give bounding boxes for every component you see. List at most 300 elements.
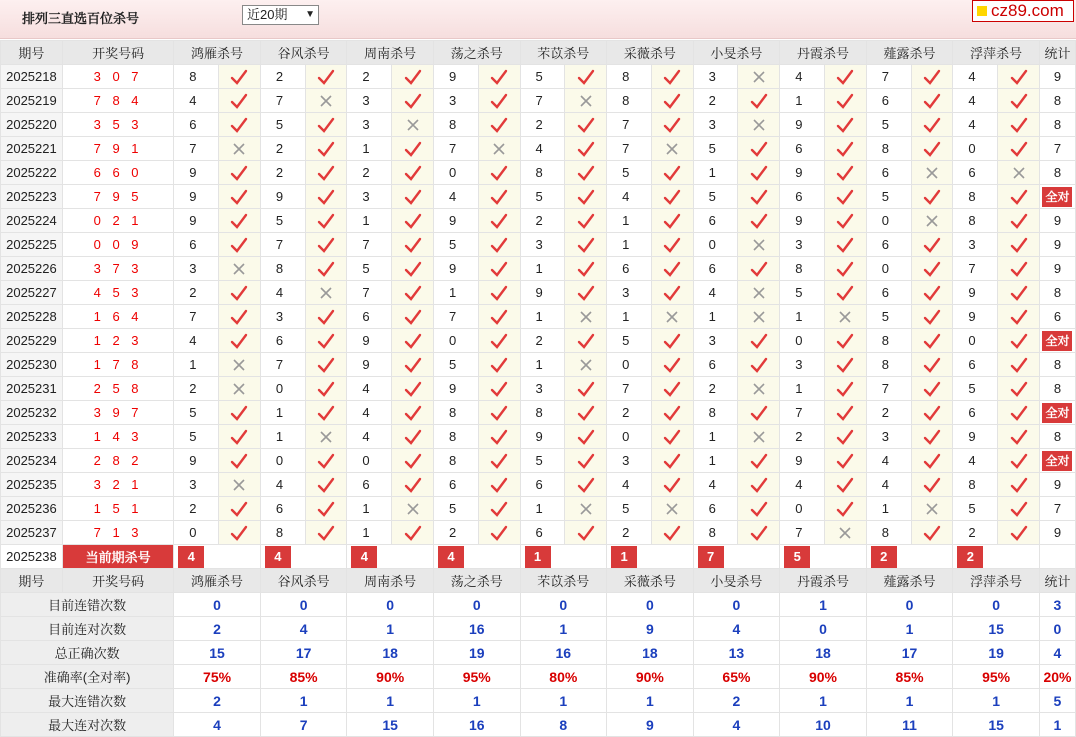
summary-value: 13 bbox=[693, 641, 780, 665]
check-icon bbox=[577, 453, 595, 469]
kill-number-cell: 8 bbox=[780, 257, 825, 281]
summary-row bbox=[1, 689, 1076, 713]
result-mark-cell bbox=[565, 257, 607, 281]
col-expert-header[interactable]: 浮萍杀号 bbox=[953, 41, 1040, 65]
result-mark-cell bbox=[305, 281, 347, 305]
check-icon bbox=[490, 501, 508, 517]
issue-cell: 2025230 bbox=[1, 353, 63, 377]
table-row bbox=[1, 233, 1076, 257]
check-icon bbox=[663, 477, 681, 493]
result-mark-cell bbox=[219, 377, 261, 401]
check-icon bbox=[404, 213, 422, 229]
check-icon bbox=[663, 189, 681, 205]
logo-square-icon bbox=[977, 6, 987, 16]
kill-number-cell: 4 bbox=[866, 449, 911, 473]
kill-number-cell: 4 bbox=[260, 281, 305, 305]
table-row bbox=[1, 497, 1076, 521]
current-stat-cell bbox=[1039, 545, 1075, 569]
cross-icon bbox=[752, 310, 766, 324]
summary-value: 1 bbox=[780, 593, 867, 617]
col-expert-header[interactable]: 鸿雁杀号 bbox=[174, 41, 261, 65]
kill-number-cell: 6 bbox=[260, 329, 305, 353]
kill-number-cell: 3 bbox=[953, 233, 998, 257]
kill-number-cell: 8 bbox=[607, 65, 652, 89]
result-mark-cell bbox=[825, 113, 867, 137]
kill-number-cell: 8 bbox=[866, 137, 911, 161]
kill-number-cell: 9 bbox=[174, 209, 219, 233]
result-mark-cell bbox=[738, 521, 780, 545]
col-stat-header: 统计 bbox=[1039, 569, 1075, 593]
col-expert-header[interactable]: 采薇杀号 bbox=[607, 41, 694, 65]
cross-icon bbox=[406, 502, 420, 516]
col-expert-header[interactable]: 荡之杀号 bbox=[433, 569, 520, 593]
kill-number-cell: 5 bbox=[866, 185, 911, 209]
kill-number-cell: 8 bbox=[866, 521, 911, 545]
kill-number-cell: 3 bbox=[520, 233, 565, 257]
check-icon bbox=[1010, 405, 1028, 421]
result-mark-cell bbox=[911, 353, 953, 377]
table-row bbox=[1, 257, 1076, 281]
check-icon bbox=[750, 261, 768, 277]
result-mark-cell bbox=[911, 377, 953, 401]
summary-value: 17 bbox=[260, 641, 347, 665]
result-mark-cell bbox=[478, 329, 520, 353]
stat-cell bbox=[1039, 65, 1075, 89]
check-icon bbox=[663, 261, 681, 277]
kill-number-cell: 0 bbox=[953, 137, 998, 161]
kill-number-cell: 7 bbox=[433, 305, 478, 329]
kill-number-cell: 0 bbox=[347, 449, 392, 473]
draw-number-cell: 3 7 3 bbox=[62, 257, 173, 281]
check-icon bbox=[230, 501, 248, 517]
current-pick-badge: 4 bbox=[265, 546, 291, 568]
kill-number-cell: 8 bbox=[433, 113, 478, 137]
kill-number-cell: 8 bbox=[520, 161, 565, 185]
summary-row bbox=[1, 641, 1076, 665]
col-expert-header[interactable]: 鸿雁杀号 bbox=[174, 569, 261, 593]
summary-value: 2 bbox=[174, 689, 261, 713]
result-mark-cell bbox=[911, 113, 953, 137]
kill-number-cell: 4 bbox=[520, 137, 565, 161]
result-mark-cell bbox=[911, 185, 953, 209]
summary-value: 1 bbox=[520, 617, 607, 641]
issue-cell: 2025220 bbox=[1, 113, 63, 137]
issue-cell: 2025219 bbox=[1, 89, 63, 113]
check-icon bbox=[490, 333, 508, 349]
current-kill-label: 当前期杀号 bbox=[62, 545, 173, 569]
kill-number-cell: 7 bbox=[866, 377, 911, 401]
result-mark-cell bbox=[651, 329, 693, 353]
result-mark-cell bbox=[478, 473, 520, 497]
kill-number-cell: 5 bbox=[520, 65, 565, 89]
kill-number-cell: 3 bbox=[174, 257, 219, 281]
result-mark-cell bbox=[392, 305, 434, 329]
cross-icon bbox=[1012, 166, 1026, 180]
col-expert-header[interactable]: 薤露杀号 bbox=[866, 41, 953, 65]
check-icon bbox=[230, 165, 248, 181]
kill-number-cell: 3 bbox=[780, 353, 825, 377]
result-mark-cell bbox=[825, 521, 867, 545]
kill-number-cell: 1 bbox=[780, 305, 825, 329]
check-icon bbox=[317, 261, 335, 277]
summary-value: 19 bbox=[433, 641, 520, 665]
check-icon bbox=[577, 525, 595, 541]
kill-number-table bbox=[0, 40, 1076, 737]
current-pick-cell bbox=[347, 545, 434, 569]
kill-number-cell: 6 bbox=[866, 161, 911, 185]
result-mark-cell bbox=[565, 377, 607, 401]
result-mark-cell bbox=[998, 497, 1040, 521]
kill-number-cell: 6 bbox=[866, 233, 911, 257]
kill-number-cell: 2 bbox=[174, 377, 219, 401]
stat-cell bbox=[1039, 521, 1075, 545]
result-mark-cell bbox=[911, 473, 953, 497]
kill-number-cell: 0 bbox=[607, 353, 652, 377]
kill-number-cell: 9 bbox=[520, 425, 565, 449]
kill-number-cell: 2 bbox=[260, 137, 305, 161]
cross-icon bbox=[752, 238, 766, 252]
all-correct-badge: 全对 bbox=[1042, 331, 1072, 351]
result-mark-cell bbox=[305, 353, 347, 377]
summary-stat: 5 bbox=[1039, 689, 1075, 713]
cross-icon bbox=[579, 310, 593, 324]
kill-number-cell: 9 bbox=[953, 425, 998, 449]
check-icon bbox=[230, 453, 248, 469]
result-mark-cell bbox=[305, 89, 347, 113]
result-mark-cell bbox=[738, 89, 780, 113]
check-icon bbox=[490, 357, 508, 373]
kill-number-cell: 9 bbox=[520, 281, 565, 305]
check-icon bbox=[230, 309, 248, 325]
result-mark-cell bbox=[305, 449, 347, 473]
draw-number-cell: 1 6 4 bbox=[62, 305, 173, 329]
kill-number-cell: 2 bbox=[260, 161, 305, 185]
summary-value: 16 bbox=[433, 617, 520, 641]
draw-number-cell: 1 7 8 bbox=[62, 353, 173, 377]
check-icon bbox=[836, 93, 854, 109]
result-mark-cell bbox=[478, 65, 520, 89]
summary-value: 75% bbox=[174, 665, 261, 689]
result-mark-cell bbox=[219, 209, 261, 233]
kill-number-cell: 8 bbox=[953, 473, 998, 497]
col-expert-header[interactable]: 周南杀号 bbox=[347, 569, 434, 593]
draw-number-cell: 1 2 3 bbox=[62, 329, 173, 353]
result-mark-cell bbox=[825, 281, 867, 305]
check-icon bbox=[836, 237, 854, 253]
summary-label: 目前连对次数 bbox=[1, 617, 174, 641]
summary-row bbox=[1, 617, 1076, 641]
check-icon bbox=[490, 93, 508, 109]
check-icon bbox=[1010, 69, 1028, 85]
issue-cell: 2025229 bbox=[1, 329, 63, 353]
summary-value: 4 bbox=[693, 713, 780, 737]
result-mark-cell bbox=[911, 65, 953, 89]
stat-cell bbox=[1039, 209, 1075, 233]
stat-cell bbox=[1039, 353, 1075, 377]
check-icon bbox=[1010, 525, 1028, 541]
stat-count: 9 bbox=[1053, 261, 1062, 276]
col-expert-header[interactable]: 薤露杀号 bbox=[866, 569, 953, 593]
result-mark-cell bbox=[392, 401, 434, 425]
cross-icon bbox=[665, 310, 679, 324]
table-row bbox=[1, 521, 1076, 545]
cross-icon bbox=[579, 502, 593, 516]
result-mark-cell bbox=[478, 233, 520, 257]
issue-cell: 2025228 bbox=[1, 305, 63, 329]
check-icon bbox=[1010, 261, 1028, 277]
kill-number-cell: 5 bbox=[607, 161, 652, 185]
kill-number-cell: 4 bbox=[174, 329, 219, 353]
kill-number-cell: 1 bbox=[780, 89, 825, 113]
kill-number-cell: 7 bbox=[260, 89, 305, 113]
check-icon bbox=[230, 69, 248, 85]
check-icon bbox=[663, 285, 681, 301]
kill-number-cell: 6 bbox=[520, 521, 565, 545]
result-mark-cell bbox=[392, 113, 434, 137]
kill-number-cell: 4 bbox=[260, 473, 305, 497]
check-icon bbox=[923, 141, 941, 157]
check-icon bbox=[490, 189, 508, 205]
kill-number-cell: 7 bbox=[433, 137, 478, 161]
kill-number-cell: 1 bbox=[607, 233, 652, 257]
result-mark-cell bbox=[305, 401, 347, 425]
summary-value: 90% bbox=[607, 665, 694, 689]
check-icon bbox=[490, 117, 508, 133]
cross-icon bbox=[319, 430, 333, 444]
check-icon bbox=[404, 261, 422, 277]
cross-icon bbox=[925, 214, 939, 228]
result-mark-cell bbox=[565, 281, 607, 305]
summary-value: 8 bbox=[520, 713, 607, 737]
result-mark-cell bbox=[998, 113, 1040, 137]
all-correct-badge: 全对 bbox=[1042, 403, 1072, 423]
result-mark-cell bbox=[825, 65, 867, 89]
result-mark-cell bbox=[825, 305, 867, 329]
summary-value: 7 bbox=[260, 713, 347, 737]
period-select[interactable] bbox=[242, 5, 319, 25]
col-expert-header[interactable]: 荡之杀号 bbox=[433, 41, 520, 65]
check-icon bbox=[923, 189, 941, 205]
issue-cell: 2025224 bbox=[1, 209, 63, 233]
col-expert-header[interactable]: 谷风杀号 bbox=[260, 41, 347, 65]
kill-number-cell: 5 bbox=[693, 185, 738, 209]
check-icon bbox=[404, 93, 422, 109]
summary-value: 1 bbox=[953, 689, 1040, 713]
issue-cell: 2025221 bbox=[1, 137, 63, 161]
check-icon bbox=[404, 165, 422, 181]
stat-cell bbox=[1039, 257, 1075, 281]
check-icon bbox=[750, 501, 768, 517]
result-mark-cell bbox=[738, 233, 780, 257]
check-icon bbox=[923, 357, 941, 373]
result-mark-cell bbox=[738, 305, 780, 329]
current-pick-badge: 4 bbox=[438, 546, 464, 568]
kill-number-cell: 3 bbox=[866, 425, 911, 449]
issue-cell: 2025232 bbox=[1, 401, 63, 425]
col-expert-header[interactable]: 谷风杀号 bbox=[260, 569, 347, 593]
summary-value: 18 bbox=[347, 641, 434, 665]
cross-icon bbox=[925, 502, 939, 516]
col-expert-header[interactable]: 小旻杀号 bbox=[693, 41, 780, 65]
draw-number-cell: 7 9 1 bbox=[62, 137, 173, 161]
result-mark-cell bbox=[392, 497, 434, 521]
kill-number-cell: 2 bbox=[607, 401, 652, 425]
kill-number-cell: 7 bbox=[607, 377, 652, 401]
check-icon bbox=[836, 213, 854, 229]
cross-icon bbox=[752, 118, 766, 132]
summary-stat: 20% bbox=[1039, 665, 1075, 689]
summary-value: 1 bbox=[866, 689, 953, 713]
result-mark-cell bbox=[305, 425, 347, 449]
summary-value: 18 bbox=[780, 641, 867, 665]
check-icon bbox=[923, 237, 941, 253]
result-mark-cell bbox=[998, 161, 1040, 185]
check-icon bbox=[923, 333, 941, 349]
check-icon bbox=[836, 429, 854, 445]
check-icon bbox=[663, 69, 681, 85]
summary-value: 0 bbox=[433, 593, 520, 617]
result-mark-cell bbox=[998, 137, 1040, 161]
stat-count: 6 bbox=[1053, 309, 1062, 324]
result-mark-cell bbox=[998, 281, 1040, 305]
summary-stat: 0 bbox=[1039, 617, 1075, 641]
summary-value: 1 bbox=[260, 689, 347, 713]
kill-number-cell: 3 bbox=[174, 473, 219, 497]
kill-number-cell: 9 bbox=[260, 185, 305, 209]
result-mark-cell bbox=[478, 257, 520, 281]
summary-value: 0 bbox=[953, 593, 1040, 617]
kill-number-cell: 2 bbox=[347, 161, 392, 185]
col-expert-header[interactable]: 小旻杀号 bbox=[693, 569, 780, 593]
col-expert-header[interactable]: 芣苡杀号 bbox=[520, 41, 607, 65]
check-icon bbox=[230, 525, 248, 541]
col-expert-header[interactable]: 芣苡杀号 bbox=[520, 569, 607, 593]
result-mark-cell bbox=[392, 521, 434, 545]
check-icon bbox=[404, 525, 422, 541]
result-mark-cell bbox=[825, 233, 867, 257]
kill-number-cell: 8 bbox=[693, 401, 738, 425]
kill-number-cell: 5 bbox=[174, 401, 219, 425]
result-mark-cell bbox=[305, 305, 347, 329]
check-icon bbox=[404, 285, 422, 301]
check-icon bbox=[577, 69, 595, 85]
check-icon bbox=[1010, 501, 1028, 517]
check-icon bbox=[577, 381, 595, 397]
check-icon bbox=[577, 237, 595, 253]
result-mark-cell bbox=[825, 473, 867, 497]
result-mark-cell bbox=[219, 257, 261, 281]
cross-icon bbox=[492, 142, 506, 156]
result-mark-cell bbox=[305, 209, 347, 233]
result-mark-cell bbox=[219, 281, 261, 305]
result-mark-cell bbox=[738, 329, 780, 353]
col-expert-header[interactable]: 采薇杀号 bbox=[607, 569, 694, 593]
result-mark-cell bbox=[738, 65, 780, 89]
result-mark-cell bbox=[478, 449, 520, 473]
check-icon bbox=[404, 189, 422, 205]
check-icon bbox=[404, 309, 422, 325]
result-mark-cell bbox=[651, 65, 693, 89]
kill-number-cell: 5 bbox=[953, 497, 998, 521]
kill-number-cell: 5 bbox=[433, 497, 478, 521]
result-mark-cell bbox=[478, 113, 520, 137]
col-draw-header: 开奖号码 bbox=[62, 41, 173, 65]
kill-number-cell: 6 bbox=[260, 497, 305, 521]
check-icon bbox=[663, 165, 681, 181]
check-icon bbox=[1010, 309, 1028, 325]
summary-value: 1 bbox=[780, 689, 867, 713]
kill-number-cell: 9 bbox=[433, 377, 478, 401]
result-mark-cell bbox=[825, 497, 867, 521]
check-icon bbox=[1010, 141, 1028, 157]
kill-number-cell: 4 bbox=[433, 185, 478, 209]
check-icon bbox=[836, 189, 854, 205]
result-mark-cell bbox=[825, 137, 867, 161]
cross-icon bbox=[406, 118, 420, 132]
site-logo[interactable] bbox=[972, 0, 1074, 22]
result-mark-cell bbox=[825, 329, 867, 353]
check-icon bbox=[663, 453, 681, 469]
result-mark-cell bbox=[219, 113, 261, 137]
result-mark-cell bbox=[998, 449, 1040, 473]
col-issue-header: 期号 bbox=[1, 41, 63, 65]
result-mark-cell bbox=[825, 401, 867, 425]
result-mark-cell bbox=[392, 233, 434, 257]
summary-value: 0 bbox=[174, 593, 261, 617]
check-icon bbox=[230, 405, 248, 421]
check-icon bbox=[1010, 429, 1028, 445]
check-icon bbox=[836, 453, 854, 469]
result-mark-cell bbox=[738, 113, 780, 137]
check-icon bbox=[836, 477, 854, 493]
kill-number-cell: 1 bbox=[433, 281, 478, 305]
summary-value: 16 bbox=[433, 713, 520, 737]
check-icon bbox=[317, 165, 335, 181]
col-issue-header: 期号 bbox=[1, 569, 63, 593]
kill-number-cell: 1 bbox=[347, 137, 392, 161]
current-pick-cell bbox=[433, 545, 520, 569]
check-icon bbox=[1010, 93, 1028, 109]
col-expert-header[interactable]: 丹霞杀号 bbox=[780, 569, 867, 593]
summary-value: 85% bbox=[866, 665, 953, 689]
kill-number-cell: 7 bbox=[174, 137, 219, 161]
kill-number-cell: 6 bbox=[866, 281, 911, 305]
stat-count: 8 bbox=[1053, 381, 1062, 396]
result-mark-cell bbox=[219, 425, 261, 449]
col-expert-header[interactable]: 丹霞杀号 bbox=[780, 41, 867, 65]
result-mark-cell bbox=[392, 473, 434, 497]
kill-number-cell: 5 bbox=[866, 305, 911, 329]
check-icon bbox=[490, 213, 508, 229]
col-expert-header[interactable]: 周南杀号 bbox=[347, 41, 434, 65]
cross-icon bbox=[752, 430, 766, 444]
summary-value: 0 bbox=[693, 593, 780, 617]
result-mark-cell bbox=[565, 185, 607, 209]
kill-number-cell: 1 bbox=[260, 401, 305, 425]
kill-number-cell: 9 bbox=[433, 65, 478, 89]
col-expert-header[interactable]: 浮萍杀号 bbox=[953, 569, 1040, 593]
check-icon bbox=[404, 405, 422, 421]
table-row bbox=[1, 113, 1076, 137]
result-mark-cell bbox=[998, 65, 1040, 89]
check-icon bbox=[317, 525, 335, 541]
check-icon bbox=[1010, 237, 1028, 253]
summary-value: 15 bbox=[953, 617, 1040, 641]
kill-number-cell: 2 bbox=[953, 521, 998, 545]
kill-number-cell: 2 bbox=[174, 497, 219, 521]
check-icon bbox=[836, 69, 854, 85]
check-icon bbox=[1010, 189, 1028, 205]
